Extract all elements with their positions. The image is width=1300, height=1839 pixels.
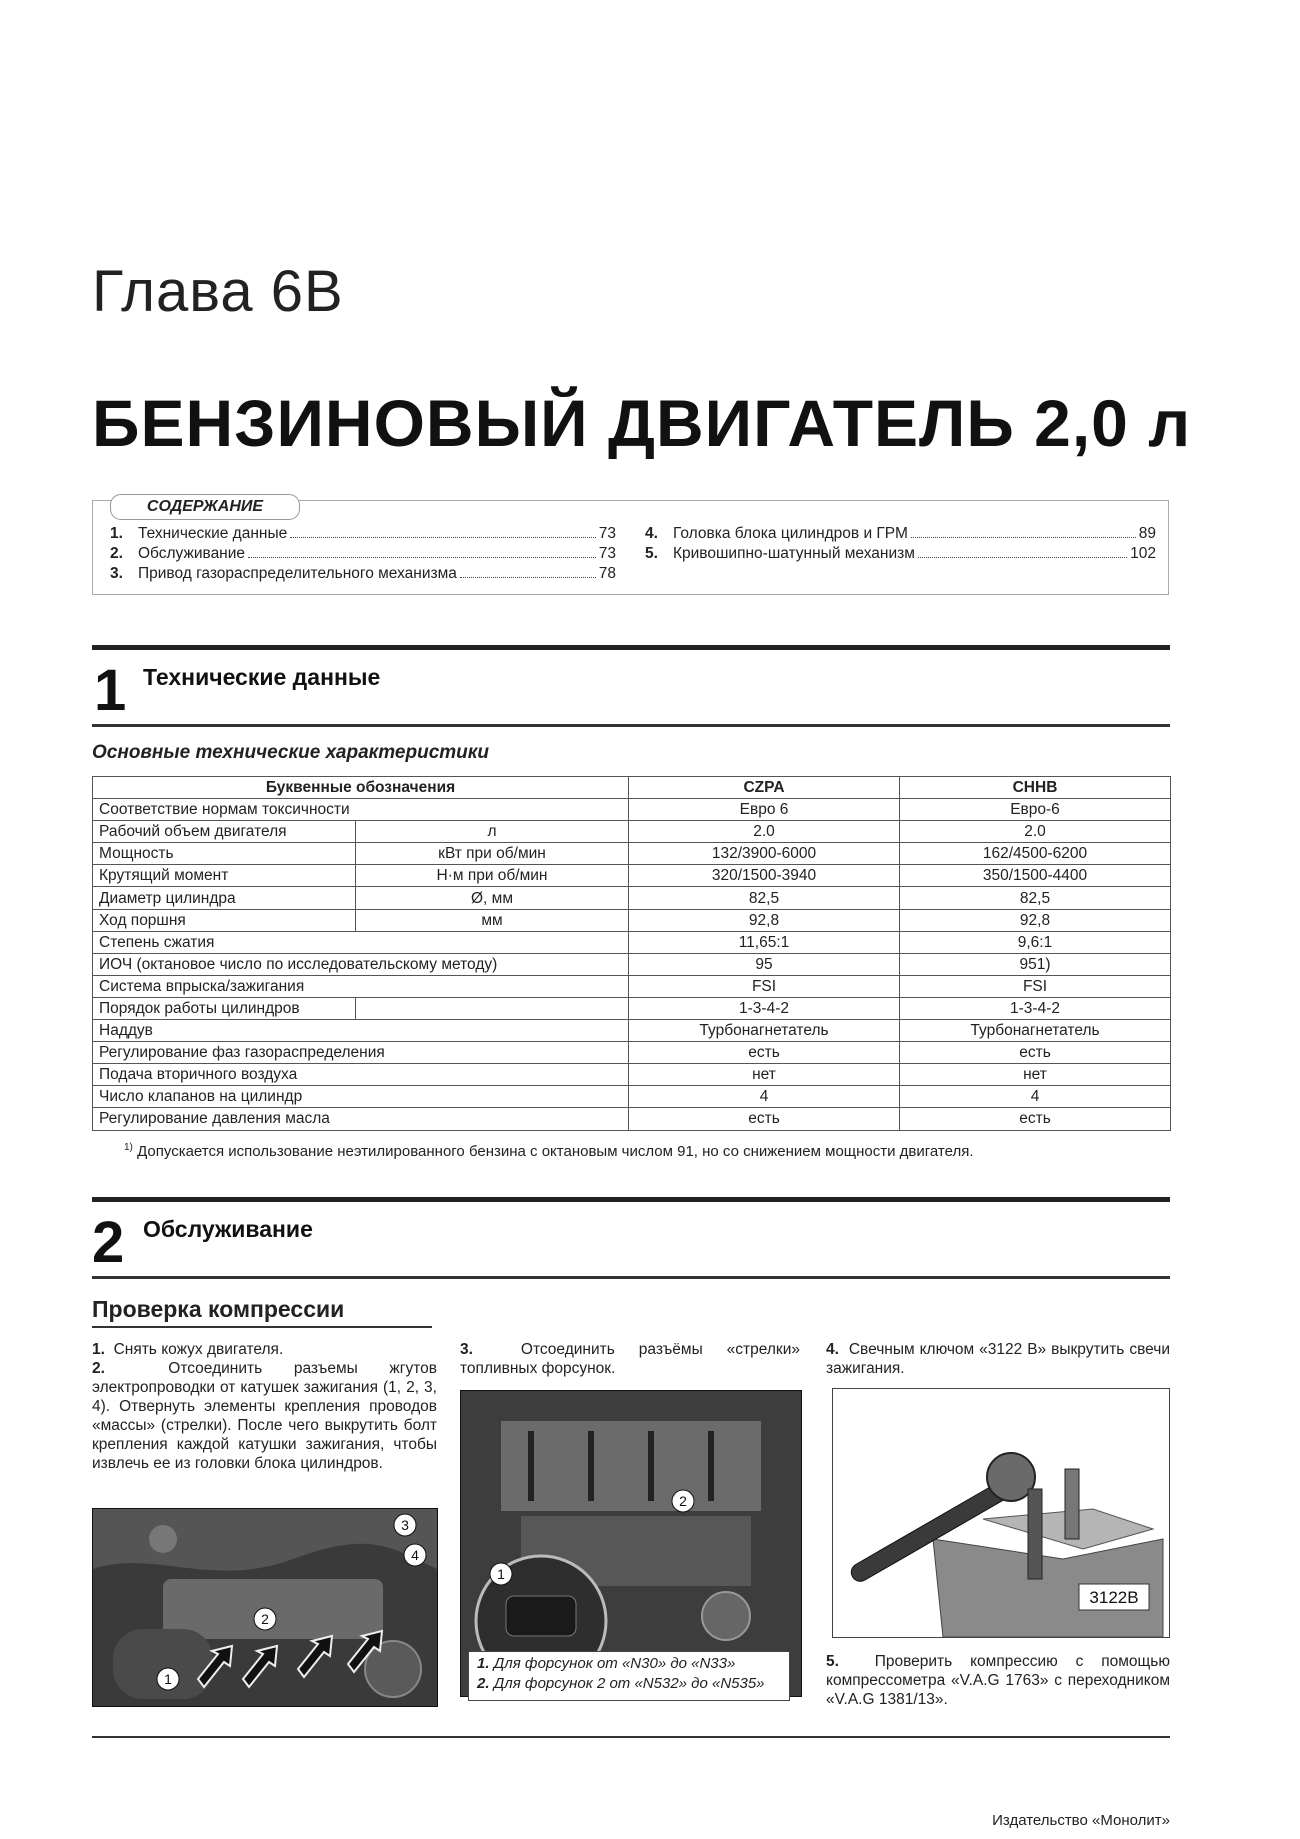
step-1: 1. Снять кожух двигателя. (92, 1341, 284, 1358)
cell-chhb: 951) (900, 953, 1171, 975)
toc-leader (290, 537, 596, 538)
column-header: CHHB (900, 777, 1171, 799)
toc-item-num: 1. (110, 525, 123, 542)
toc-item[interactable] (110, 565, 616, 583)
toc-item-label: Головка блока цилиндров и ГРМ (673, 525, 908, 542)
callout-1: 1 (497, 1566, 505, 1582)
callout-3: 3 (401, 1517, 409, 1533)
cell-chhb: 2.0 (900, 821, 1171, 843)
footnote-text: Допускается использование неэтилированного бензина с октановым числом 91, но со снижением мощности двигателя. (137, 1143, 974, 1160)
step-3: 3. Отсоединить разъёмы «стрелки» топливных форсунок. (460, 1341, 800, 1377)
cell-czpa: FSI (629, 975, 900, 997)
cell-czpa: 92,8 (629, 909, 900, 931)
table-row (93, 1108, 1171, 1130)
wrench-drawing (833, 1389, 1169, 1637)
cell-czpa: нет (629, 1064, 900, 1086)
toc-item-page: 78 (598, 565, 616, 582)
toc-leader (911, 537, 1136, 538)
subsection-heading: Проверка компрессии (92, 1296, 345, 1322)
cell-chhb: 1-3-4-2 (900, 997, 1171, 1019)
step-text-col1 (92, 1340, 437, 1473)
cell-czpa: 132/3900-6000 (629, 843, 900, 865)
table-row (93, 799, 1171, 821)
column-header: Буквенные обозначения (93, 777, 629, 799)
toc-leader (918, 557, 1127, 558)
row-unit: мм (356, 909, 629, 931)
table-row (93, 1042, 1171, 1064)
cell-czpa: 11,65:1 (629, 931, 900, 953)
row-unit: кВт при об/мин (356, 843, 629, 865)
toc-item-page: 102 (1130, 545, 1156, 562)
spec-heading: Основные технические характеристики (92, 742, 489, 763)
row-label: Мощность (93, 843, 356, 865)
cell-czpa: 82,5 (629, 887, 900, 909)
callout-2: 2 (679, 1493, 687, 1509)
cell-chhb: Турбонагнетатель (900, 1020, 1171, 1042)
toc-item-num: 5. (645, 545, 658, 562)
row-unit: Ø, мм (356, 887, 629, 909)
cell-chhb: 4 (900, 1086, 1171, 1108)
cell-czpa: 320/1500-3940 (629, 865, 900, 887)
table-row (93, 975, 1171, 997)
table-row (93, 887, 1171, 909)
table-row (93, 1064, 1171, 1086)
row-label: Подача вторичного воздуха (93, 1064, 629, 1086)
table-row (93, 931, 1171, 953)
row-label: Диаметр цилиндра (93, 887, 356, 909)
cell-chhb: 350/1500-4400 (900, 865, 1171, 887)
engine-photo-drawing (93, 1509, 437, 1706)
table-row (93, 909, 1171, 931)
table-row (93, 1086, 1171, 1108)
cell-czpa: есть (629, 1042, 900, 1064)
caption-line: 1. Для форсунок от «N30» до «N33» (477, 1655, 736, 1672)
cell-chhb: есть (900, 1108, 1171, 1130)
cell-czpa: Турбонагнетатель (629, 1020, 900, 1042)
section-rule (92, 1276, 1170, 1279)
callout-2: 2 (261, 1611, 269, 1627)
table-row (93, 1020, 1171, 1042)
row-unit: л (356, 821, 629, 843)
cell-czpa: 1-3-4-2 (629, 997, 900, 1019)
spark-plug-wrench-illustration (832, 1388, 1170, 1638)
footnote-mark: 1) (124, 1142, 133, 1153)
subsection-underline (92, 1326, 432, 1328)
cell-chhb: 82,5 (900, 887, 1171, 909)
step-text-col2 (460, 1340, 800, 1378)
step-5: 5. Проверить компрессию с помощью компрессометра «V.A.G 1763» с переходником «V.A.G 1381/13». (826, 1653, 1170, 1708)
row-label: Порядок работы цилиндров (93, 997, 356, 1019)
toc-heading: СОДЕРЖАНИЕ (110, 494, 300, 520)
row-label: Система впрыска/зажигания (93, 975, 629, 997)
callout-4: 4 (411, 1547, 419, 1563)
toc-leader (460, 577, 596, 578)
cell-czpa: 4 (629, 1086, 900, 1108)
cell-czpa: 2.0 (629, 821, 900, 843)
cell-czpa: есть (629, 1108, 900, 1130)
injector-caption (468, 1651, 790, 1701)
table-row (93, 843, 1171, 865)
cell-chhb: 9,6:1 (900, 931, 1171, 953)
cell-chhb: Евро-6 (900, 799, 1171, 821)
toc-item-num: 3. (110, 565, 123, 582)
row-label: Регулирование фаз газораспределения (93, 1042, 629, 1064)
section-rule (92, 1197, 1170, 1202)
footnote (124, 1142, 974, 1160)
cell-chhb: 92,8 (900, 909, 1171, 931)
toc-item-page: 89 (1138, 525, 1156, 542)
row-unit (356, 997, 629, 1019)
cell-czpa: Евро 6 (629, 799, 900, 821)
footer-rule (92, 1736, 1170, 1738)
cell-chhb: есть (900, 1042, 1171, 1064)
caption-line: 2. Для форсунок 2 от «N532» до «N535» (477, 1675, 765, 1692)
row-label: Число клапанов на цилиндр (93, 1086, 629, 1108)
section-title: Технические данные (143, 664, 381, 690)
row-unit: Н·м при об/мин (356, 865, 629, 887)
toc-item-num: 2. (110, 545, 123, 562)
row-label: Рабочий объем двигателя (93, 821, 356, 843)
callout-1: 1 (164, 1671, 172, 1687)
row-label: Ход поршня (93, 909, 356, 931)
table-row (93, 997, 1171, 1019)
cell-chhb: 162/4500-6200 (900, 843, 1171, 865)
row-label: Наддув (93, 1020, 629, 1042)
toc-item[interactable] (110, 525, 616, 543)
toc-item[interactable] (645, 545, 1156, 563)
row-label: Регулирование давления масла (93, 1108, 629, 1130)
toc-item-label: Кривошипно-шатунный механизм (673, 545, 915, 562)
toc-item-label: Технические данные (138, 525, 288, 542)
toc-item-label: Обслуживание (138, 545, 246, 562)
table-row (93, 821, 1171, 843)
toc-item-page: 73 (598, 545, 616, 562)
row-label: Крутящий момент (93, 865, 356, 887)
cell-chhb: FSI (900, 975, 1171, 997)
publisher-footer: Издательство «Монолит» (992, 1812, 1170, 1829)
step-2: 2. Отсоединить разъемы жгутов электропроводки от катушек зажигания (1, 2, 3, 4). Отвернуть элементы крепления проводов «массы» (стрелки). После чего выкрутить болт крепления каждой катушки зажигания, чтобы извлечь ее из головки блока цилиндров. (92, 1360, 437, 1472)
cell-chhb: нет (900, 1064, 1171, 1086)
section-rule (92, 724, 1170, 727)
step-4: 4. Свечным ключом «3122 В» выкрутить свечи зажигания. (826, 1341, 1170, 1377)
chapter-label: Глава 6В (92, 259, 344, 324)
section-number: 1 (94, 658, 127, 723)
page-title: БЕНЗИНОВЫЙ ДВИГАТЕЛЬ 2,0 л (92, 386, 1192, 460)
toc-item-label: Привод газораспределительного механизма (138, 565, 457, 582)
toc-leader (248, 557, 596, 558)
row-label: Степень сжатия (93, 931, 629, 953)
toc-item-num: 4. (645, 525, 658, 542)
table-row (93, 865, 1171, 887)
cell-czpa: 95 (629, 953, 900, 975)
section-number: 2 (92, 1210, 125, 1275)
column-header: CZPA (629, 777, 900, 799)
spec-table (92, 776, 1171, 1131)
section-title: Обслуживание (143, 1216, 313, 1242)
step-text-col3 (826, 1340, 1170, 1378)
toc-item-page: 73 (598, 525, 616, 542)
toc-item[interactable] (645, 525, 1156, 543)
engine-photo-ignition-coils (92, 1508, 438, 1707)
row-label: ИОЧ (октановое число по исследовательскому методу) (93, 953, 629, 975)
section-rule (92, 645, 1170, 650)
toc-item[interactable] (110, 545, 616, 563)
table-header-row (93, 777, 1171, 799)
table-row (93, 953, 1171, 975)
step-text-col3-bottom (826, 1652, 1170, 1709)
tool-label: 3122B (1089, 1588, 1139, 1607)
row-label: Соответствие нормам токсичности (93, 799, 629, 821)
